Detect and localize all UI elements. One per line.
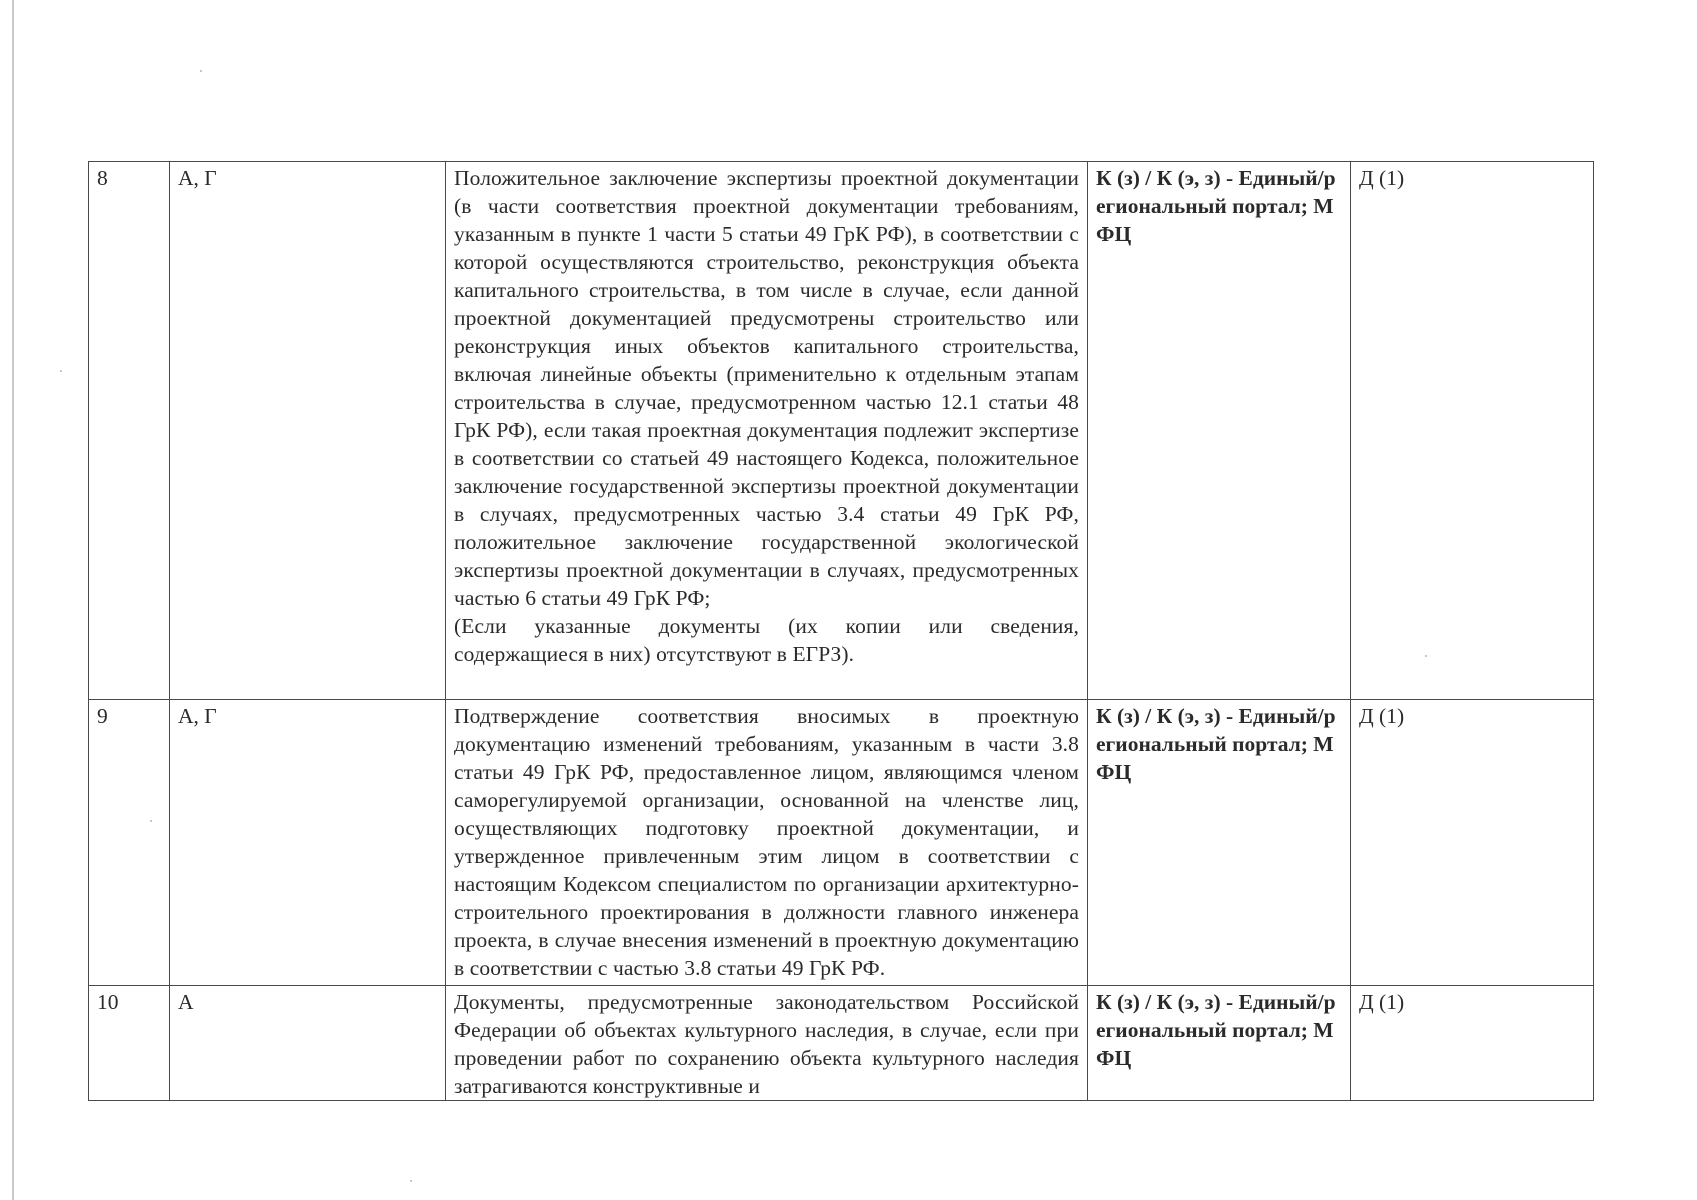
category-cell: А (170, 986, 446, 1101)
description-cell (446, 986, 1088, 1101)
description-cell (446, 162, 1088, 700)
submission-form-cell (1088, 162, 1351, 700)
description-text: Положительное заключение экспертизы проектной документации (в части соответствия проектной документации требованиям, указанным в пункте 1 части 5 статьи 49 ГрК РФ), в соответствии с которой осуществляются строительство, реконструкция объекта капитального строительства, в том числе в случае, если данной проектной документацией предусмотрены строительство или реконструкция иных объектов капитального строительства, включая линейные объекты (применительно к отдельным этапам строительства в случае, предусмотренном частью 12.1 статьи 48 ГрК РФ), если такая проектная документация подлежит экспертизе в соответствии со статьей 49 настоящего Кодекса, положительное заключение государственной экспертизы проектной документации в случаях, предусмотренных частью 3.4 статьи 49 ГрК РФ, положительное заключение государственной экологической экспертизы проектной документации в случаях, предусмотренных частью 6 статьи 49 ГрК РФ; (454, 166, 1079, 610)
row-number-cell: 9 (89, 700, 170, 986)
category-cell: А, Г (170, 700, 446, 986)
requirements-table (88, 161, 1594, 1101)
requirement-cell: Д (1) (1351, 986, 1594, 1101)
requirement-cell: Д (1) (1351, 162, 1594, 700)
scan-speck (200, 70, 202, 72)
submission-form-cell (1088, 700, 1351, 986)
category-cell: А, Г (170, 162, 446, 700)
description-note: (Если указанные документы (их копии или сведения, содержащиеся в них) отсутствуют в ЕГРЗ). (454, 614, 1079, 666)
scan-speck (410, 1180, 412, 1182)
description-text: Подтверждение соответствия вносимых в проектную документацию изменений требованиям, указанным в части 3.8 статьи 49 ГрК РФ, предоставленное лицом, являющимся членом саморегулируемой организации, основанной на членстве лиц, осуществляющих подготовку проектной документации, и утвержденное привлеченным этим лицом в соответствии с настоящим Кодексом специалистом по организации архитектурно-строительного проектирования в должности главного инженера проекта, в случае внесения изменений в проектную документацию в соответствии с частью 3.8 статьи 49 ГрК РФ. (454, 704, 1079, 980)
table-row (89, 700, 1594, 986)
row-number-cell: 8 (89, 162, 170, 700)
scan-speck (60, 370, 62, 372)
submission-form-text: К (з) / К (э, з) - Единый/региональный портал; МФЦ (1096, 704, 1336, 784)
description-cell (446, 700, 1088, 986)
table-row (89, 986, 1594, 1101)
table-row (89, 162, 1594, 700)
submission-form-text: К (з) / К (э, з) - Единый/региональный портал; МФЦ (1096, 990, 1336, 1070)
page-binding-edge (12, 0, 14, 1200)
submission-form-text: К (з) / К (э, з) - Единый/региональный портал; МФЦ (1096, 166, 1336, 246)
submission-form-cell (1088, 986, 1351, 1101)
requirement-cell: Д (1) (1351, 700, 1594, 986)
description-text: Документы, предусмотренные законодательством Российской Федерации об объектах культурного наследия, в случае, если при проведении работ по сохранению объекта культурного наследия затрагиваются конструктивные и (454, 990, 1079, 1098)
row-number-cell: 10 (89, 986, 170, 1101)
